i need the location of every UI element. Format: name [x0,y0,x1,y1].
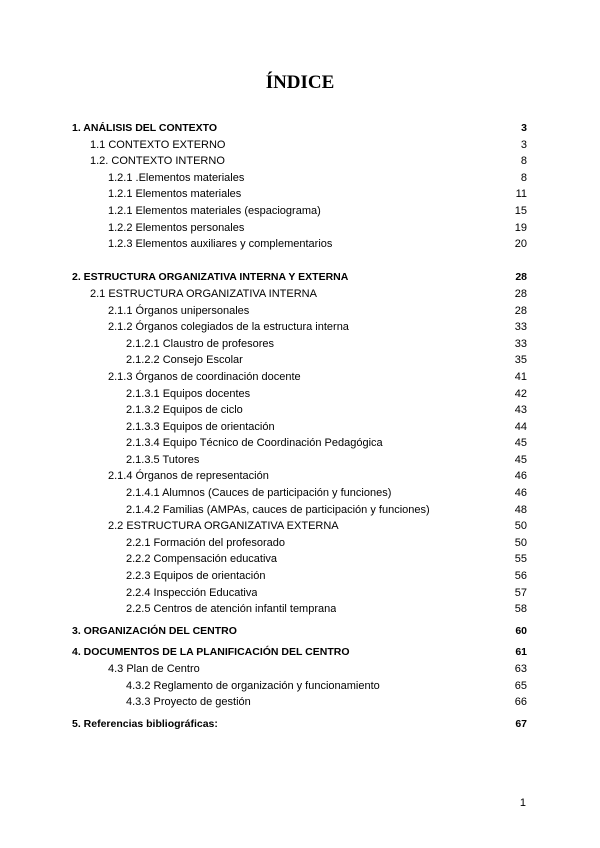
toc-entry-label: 2.1.4.2 Familias (AMPAs, cauces de participación y funciones) [126,503,430,516]
toc-entry-label: 2.1.3 Órganos de coordinación docente [108,370,301,383]
toc-entry-page: 46 [514,470,527,483]
toc-entry-page: 55 [514,553,527,566]
toc-entry[interactable] [72,336,527,353]
toc-entry-label: 1.2.2 Elementos personales [108,221,245,234]
toc-entry[interactable] [72,585,527,602]
toc-entry-page: 11 [515,188,527,201]
toc-entry-page: 45 [514,437,527,450]
toc-entry-page: 60 [515,624,527,637]
toc-entry-label: 1.2.1 Elementos materiales (espaciograma) [108,204,321,217]
toc-entry-label: 2.1.2.2 Consejo Escolar [126,354,243,367]
toc-entry-page: 65 [514,679,527,692]
toc-entry-page: 28 [514,304,527,317]
toc-entry-page: 45 [514,453,527,466]
toc-entry-label: 2.2.4 Inspección Educativa [126,586,258,599]
page-number: 1 [519,797,526,809]
toc-entry-label: 1.2. CONTEXTO INTERNO [90,155,225,168]
toc-entry[interactable] [72,303,527,320]
toc-entry-page: 28 [515,271,527,284]
toc-entry-page: 57 [514,586,527,599]
toc-entry-label: 2.2.5 Centros de atención infantil temprana [126,603,337,616]
toc-entry-label: 2.2.1 Formación del profesorado [126,536,285,549]
toc-entry-label: 2.2 ESTRUCTURA ORGANIZATIVA EXTERNA [108,520,339,533]
toc-entry[interactable] [72,386,527,403]
toc-entry-page: 50 [514,520,527,533]
toc-entry[interactable] [72,518,527,535]
toc-entry-label: 2.1 ESTRUCTURA ORGANIZATIVA INTERNA [90,287,317,300]
toc-entry[interactable] [72,120,527,137]
toc-entry-page: 33 [514,321,527,334]
toc-entry-page: 3 [520,138,527,151]
toc-entry-label: 4.3 Plan de Centro [108,663,200,675]
toc-entry-page: 56 [514,570,527,583]
toc-entry[interactable] [72,203,527,220]
toc-entry[interactable] [72,369,527,386]
toc-entry-label: 1. ANÁLISIS DEL CONTEXTO [72,122,218,134]
toc-entry-label: 2.1.1 Órganos unipersonales [108,304,250,317]
toc-entry[interactable] [72,137,527,154]
table-of-contents [72,120,527,732]
toc-entry-page: 46 [514,487,527,500]
toc-entry-label: 1.2.1 Elementos materiales [108,188,242,201]
toc-entry-page: 43 [514,404,527,417]
toc-entry-page: 42 [514,387,527,400]
toc-entry[interactable] [72,419,527,436]
toc-entry-label: 2.1.2 Órganos colegiados de la estructura interna [108,321,349,334]
toc-entry-label: 2.1.3.1 Equipos docentes [126,387,251,400]
toc-entry[interactable] [72,186,527,203]
toc-entry[interactable] [72,452,527,469]
toc-entry-label: 2.1.4.1 Alumnos (Cauces de participación y funciones) [126,487,392,500]
toc-entry-label: 2.1.3.4 Equipo Técnico de Coordinación Pedagógica [126,437,383,450]
toc-entry-label: 1.2.3 Elementos auxiliares y complementarios [108,238,333,251]
toc-entry-page: 58 [514,603,527,616]
toc-entry[interactable] [72,694,527,711]
toc-entry-label: 4. DOCUMENTOS DE LA PLANIFICACIÓN DEL CENTRO [72,646,350,659]
toc-entry-page: 63 [514,663,527,675]
toc-entry[interactable] [72,286,527,303]
toc-entry-page: 3 [521,122,527,134]
toc-entry-label: 2.1.3.2 Equipos de ciclo [126,404,243,417]
toc-entry-label: 5. Referencias bibliográficas: [72,717,218,730]
toc-entry-page: 67 [515,717,527,730]
toc-entry-label: 3. ORGANIZACIÓN DEL CENTRO [72,624,237,637]
toc-entry-page: 35 [514,354,527,367]
toc-entry[interactable] [72,551,527,568]
toc-entry[interactable] [72,269,527,286]
toc-entry-page: 66 [514,696,527,709]
toc-entry[interactable] [72,716,527,733]
toc-entry[interactable] [72,568,527,585]
toc-entry-label: 2. ESTRUCTURA ORGANIZATIVA INTERNA Y EXTERNA [72,271,349,284]
toc-entry[interactable] [72,236,527,253]
toc-entry-page: 8 [520,155,527,168]
toc-entry[interactable] [72,319,527,336]
toc-entry[interactable] [72,623,527,640]
toc-entry-label: 2.1.2.1 Claustro de profesores [126,337,274,350]
toc-entry-label: 4.3.2 Reglamento de organización y funcionamiento [126,679,380,692]
toc-entry[interactable] [72,153,527,170]
toc-entry-page: 19 [514,221,527,234]
toc-entry-label: 2.1.4 Órganos de representación [108,470,269,483]
toc-entry-label: 1.1 CONTEXTO EXTERNO [90,138,226,151]
toc-entry-page: 61 [515,646,527,659]
toc-entry-page: 33 [514,337,527,350]
page-title: ÍNDICE [265,72,335,93]
toc-entry[interactable] [72,402,527,419]
toc-entry[interactable] [72,352,527,369]
toc-entry[interactable] [72,485,527,502]
toc-entry-label: 2.2.2 Compensación educativa [126,553,278,566]
toc-entry-page: 20 [514,238,527,251]
toc-entry[interactable] [72,220,527,237]
toc-entry[interactable] [72,502,527,519]
toc-entry[interactable] [72,170,527,187]
toc-entry[interactable] [72,678,527,695]
toc-entry-page: 8 [520,171,527,184]
toc-entry[interactable] [72,661,527,678]
toc-entry-page: 28 [514,287,527,300]
toc-entry-page: 41 [514,370,527,383]
toc-entry[interactable] [72,468,527,485]
toc-entry-page: 15 [514,204,527,217]
toc-entry[interactable] [72,644,527,661]
toc-entry-label: 2.1.3.5 Tutores [126,453,200,466]
toc-entry-label: 2.2.3 Equipos de orientación [126,570,266,583]
toc-entry[interactable] [72,601,527,618]
toc-entry-label: 4.3.3 Proyecto de gestión [126,696,251,709]
toc-entry-label: 1.2.1 .Elementos materiales [108,171,245,184]
toc-entry-label: 2.1.3.3 Equipos de orientación [126,420,275,433]
toc-entry-page: 50 [514,536,527,549]
toc-entry-page: 44 [514,420,527,433]
toc-entry[interactable] [72,435,527,452]
toc-entry-page: 48 [514,503,527,516]
toc-entry[interactable] [72,535,527,552]
